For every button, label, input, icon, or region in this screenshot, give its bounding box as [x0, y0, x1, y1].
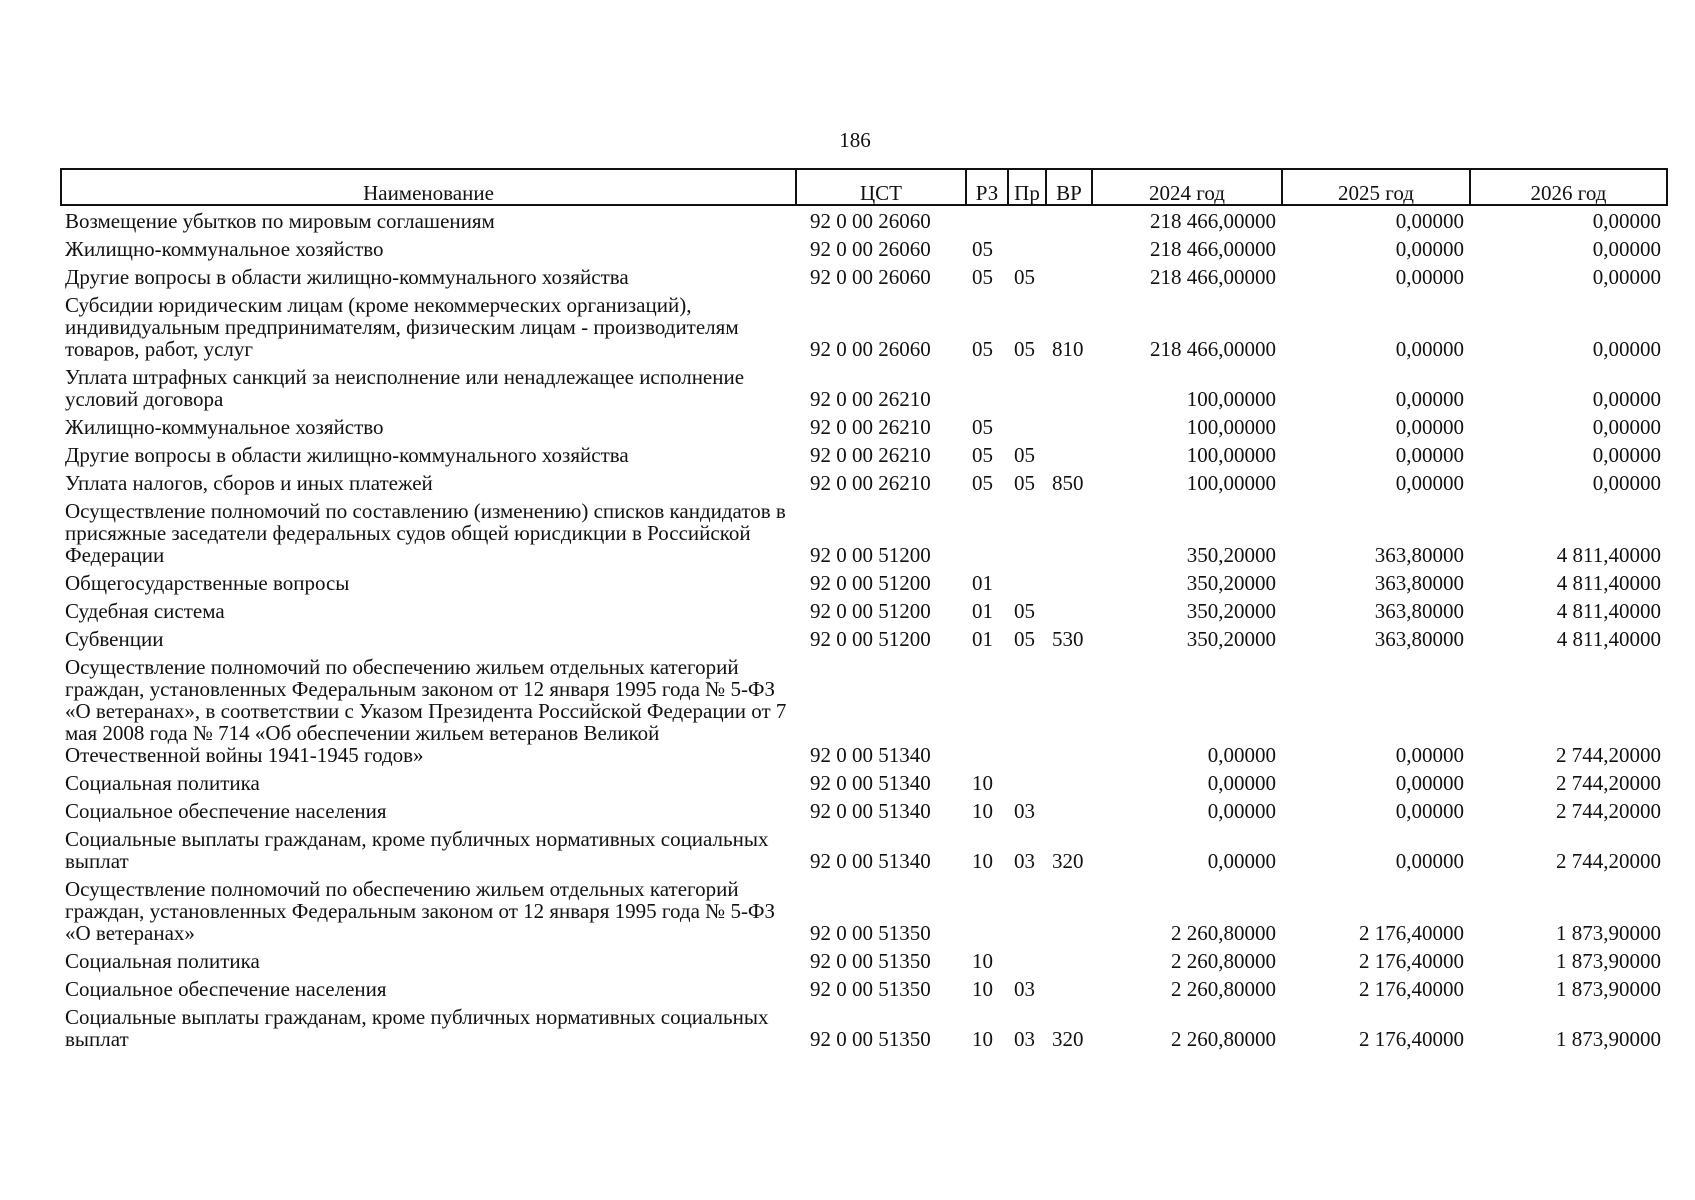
- header-rz: РЗ: [966, 169, 1008, 205]
- row-name: Жилищно-коммунальное хозяйство: [65, 237, 384, 261]
- row-amount-2025: 363,80000: [1374, 571, 1464, 595]
- row-amount-2024: 350,20000: [1186, 543, 1276, 567]
- row-amount-2025: 0,00000: [1395, 771, 1464, 795]
- row-amount-2025: 2 176,40000: [1359, 921, 1464, 945]
- row-rz-code: 01: [972, 627, 993, 651]
- row-cst-code: 92 0 00 51200: [810, 543, 931, 567]
- row-rz-code: 10: [972, 849, 993, 873]
- row-amount-2024: 218 466,00000: [1150, 237, 1276, 261]
- row-pr-code: 05: [1014, 599, 1035, 623]
- row-amount-2024: 218 466,00000: [1150, 209, 1276, 233]
- row-name: Социальная политика: [65, 949, 260, 973]
- row-amount-2024: 2 260,80000: [1171, 949, 1276, 973]
- row-vr-code: [1046, 596, 1092, 624]
- row-pr-code: [1008, 946, 1046, 974]
- table-row: [61, 824, 1667, 874]
- row-amount-2025: 0,00000: [1395, 471, 1464, 495]
- header-vr: ВР: [1046, 169, 1092, 205]
- row-rz-code: [966, 652, 1008, 768]
- row-amount-2024: 0,00000: [1207, 799, 1276, 823]
- row-vr-code: 810: [1052, 337, 1084, 361]
- row-amount-2024: 0,00000: [1207, 849, 1276, 873]
- row-amount-2024: 100,00000: [1186, 415, 1276, 439]
- table-row: [61, 290, 1667, 362]
- table-row: [61, 946, 1667, 974]
- row-amount-2024: 218 466,00000: [1150, 265, 1276, 289]
- row-amount-2025: 2 176,40000: [1359, 949, 1464, 973]
- header-pr: Пр: [1008, 169, 1046, 205]
- table-row: [61, 440, 1667, 468]
- row-cst-code: 92 0 00 51200: [810, 571, 931, 595]
- row-name: Осуществление полномочий по составлению (изменению) списков кандидатов в присяжные заседатели федеральных судов общей юрисдикции в Российской Федерации: [65, 499, 786, 567]
- row-vr-code: [1046, 412, 1092, 440]
- row-vr-code: [1046, 205, 1092, 234]
- row-name: Возмещение убытков по мировым соглашениям: [65, 209, 495, 233]
- row-amount-2026: 4 811,40000: [1556, 571, 1661, 595]
- row-amount-2024: 2 260,80000: [1171, 1027, 1276, 1051]
- row-cst-code: 92 0 00 26210: [810, 387, 931, 411]
- row-name: Субсидии юридическим лицам (кроме некоммерческих организаций), индивидуальным предпринимателям, физическим лицам - производителям товаров, работ, услуг: [65, 293, 739, 361]
- row-pr-code: [1008, 234, 1046, 262]
- row-name: Социальная политика: [65, 771, 260, 795]
- row-name: Социальные выплаты гражданам, кроме публичных нормативных социальных выплат: [65, 1005, 769, 1051]
- row-amount-2026: 1 873,90000: [1556, 949, 1661, 973]
- header-name: Наименование: [61, 169, 796, 205]
- table-row: [61, 974, 1667, 1002]
- row-amount-2026: 0,00000: [1592, 387, 1661, 411]
- row-amount-2024: 2 260,80000: [1171, 977, 1276, 1001]
- row-amount-2026: 0,00000: [1592, 471, 1661, 495]
- row-amount-2024: 2 260,80000: [1171, 921, 1276, 945]
- row-cst-code: 92 0 00 51350: [810, 977, 931, 1001]
- row-vr-code: [1046, 262, 1092, 290]
- row-amount-2025: 0,00000: [1395, 849, 1464, 873]
- row-rz-code: 05: [972, 443, 993, 467]
- row-amount-2025: 363,80000: [1374, 627, 1464, 651]
- row-amount-2025: 0,00000: [1395, 387, 1464, 411]
- row-rz-code: 10: [972, 949, 993, 973]
- row-amount-2025: 0,00000: [1395, 443, 1464, 467]
- row-pr-code: 05: [1014, 337, 1035, 361]
- row-name: Судебная система: [65, 599, 225, 623]
- row-amount-2026: 1 873,90000: [1556, 977, 1661, 1001]
- row-amount-2025: 0,00000: [1395, 799, 1464, 823]
- row-amount-2024: 0,00000: [1207, 771, 1276, 795]
- row-amount-2025: 0,00000: [1395, 265, 1464, 289]
- row-amount-2025: 0,00000: [1395, 337, 1464, 361]
- header-cst: ЦСТ: [796, 169, 966, 205]
- row-rz-code: 05: [972, 265, 993, 289]
- row-vr-code: [1046, 362, 1092, 412]
- header-2026: 2026 год: [1470, 169, 1667, 205]
- row-amount-2025: 2 176,40000: [1359, 977, 1464, 1001]
- row-pr-code: 03: [1014, 977, 1035, 1001]
- table-row: [61, 652, 1667, 768]
- table-row: [61, 624, 1667, 652]
- row-name: Общегосударственные вопросы: [65, 571, 350, 595]
- row-amount-2024: 0,00000: [1207, 743, 1276, 767]
- row-amount-2025: 363,80000: [1374, 599, 1464, 623]
- row-pr-code: [1008, 652, 1046, 768]
- row-cst-code: 92 0 00 51350: [810, 921, 931, 945]
- row-name: Осуществление полномочий по обеспечению жильем отдельных категорий граждан, установленных Федеральным законом от 12 января 1995 года № 5-ФЗ «О ветеранах»: [65, 877, 776, 945]
- table-row: [61, 468, 1667, 496]
- row-cst-code: 92 0 00 26060: [810, 237, 931, 261]
- row-name: Социальное обеспечение населения: [65, 977, 387, 1001]
- row-cst-code: 92 0 00 51350: [810, 1027, 931, 1051]
- row-amount-2026: 2 744,20000: [1556, 771, 1661, 795]
- row-amount-2026: 1 873,90000: [1556, 1027, 1661, 1051]
- row-rz-code: 10: [972, 799, 993, 823]
- row-rz-code: [966, 362, 1008, 412]
- row-rz-code: 01: [972, 599, 993, 623]
- row-pr-code: 03: [1014, 1027, 1035, 1051]
- row-name: Социальные выплаты гражданам, кроме публичных нормативных социальных выплат: [65, 827, 769, 873]
- row-amount-2025: 0,00000: [1395, 237, 1464, 261]
- row-name: Уплата налогов, сборов и иных платежей: [65, 471, 433, 495]
- row-cst-code: 92 0 00 51200: [810, 599, 931, 623]
- row-vr-code: [1046, 496, 1092, 568]
- row-vr-code: [1046, 568, 1092, 596]
- row-cst-code: 92 0 00 51350: [810, 949, 931, 973]
- row-cst-code: 92 0 00 51340: [810, 771, 931, 795]
- budget-table: [60, 168, 1668, 1052]
- row-pr-code: [1008, 412, 1046, 440]
- table-row: [61, 568, 1667, 596]
- row-amount-2025: 0,00000: [1395, 209, 1464, 233]
- row-name: Субвенции: [65, 627, 164, 651]
- row-cst-code: 92 0 00 26210: [810, 443, 931, 467]
- row-amount-2025: 0,00000: [1395, 415, 1464, 439]
- row-cst-code: 92 0 00 51340: [810, 799, 931, 823]
- row-vr-code: [1046, 796, 1092, 824]
- row-amount-2026: 0,00000: [1592, 443, 1661, 467]
- table-body: [61, 205, 1667, 1052]
- row-vr-code: [1046, 652, 1092, 768]
- table-row: [61, 234, 1667, 262]
- table-row: [61, 796, 1667, 824]
- row-pr-code: 05: [1014, 471, 1035, 495]
- row-pr-code: [1008, 874, 1046, 946]
- row-amount-2026: 4 811,40000: [1556, 543, 1661, 567]
- row-vr-code: [1046, 946, 1092, 974]
- row-amount-2024: 100,00000: [1186, 443, 1276, 467]
- row-vr-code: [1046, 440, 1092, 468]
- row-rz-code: 10: [972, 1027, 993, 1051]
- row-cst-code: 92 0 00 51340: [810, 743, 931, 767]
- row-pr-code: [1008, 205, 1046, 234]
- row-amount-2026: 0,00000: [1592, 209, 1661, 233]
- table-row: [61, 596, 1667, 624]
- row-amount-2026: 1 873,90000: [1556, 921, 1661, 945]
- row-rz-code: 10: [972, 977, 993, 1001]
- row-pr-code: [1008, 568, 1046, 596]
- header-2024: 2024 год: [1092, 169, 1282, 205]
- row-vr-code: 320: [1052, 849, 1084, 873]
- row-amount-2026: 0,00000: [1592, 415, 1661, 439]
- row-amount-2026: 4 811,40000: [1556, 599, 1661, 623]
- row-cst-code: 92 0 00 26060: [810, 337, 931, 361]
- row-rz-code: [966, 874, 1008, 946]
- page-number: 186: [839, 128, 871, 152]
- row-pr-code: 03: [1014, 849, 1035, 873]
- header-2025: 2025 год: [1282, 169, 1470, 205]
- row-amount-2024: 350,20000: [1186, 627, 1276, 651]
- row-vr-code: 320: [1052, 1027, 1084, 1051]
- row-amount-2024: 100,00000: [1186, 471, 1276, 495]
- row-amount-2025: 2 176,40000: [1359, 1027, 1464, 1051]
- row-name: Осуществление полномочий по обеспечению жильем отдельных категорий граждан, установленных Федеральным законом от 12 января 1995 года № 5-ФЗ «О ветеранах», в соответствии с Указом Президента Российской Федерации от 7 мая 2008 года № 714 «Об обеспечении жильем ветеранов Великой Отечественной войны 1941-1945 годов»: [65, 655, 787, 767]
- table-header: [61, 169, 1667, 205]
- row-vr-code: [1046, 234, 1092, 262]
- row-name: Другие вопросы в области жилищно-коммунального хозяйства: [65, 265, 629, 289]
- row-rz-code: 05: [972, 237, 993, 261]
- row-pr-code: [1008, 496, 1046, 568]
- row-pr-code: 05: [1014, 265, 1035, 289]
- row-amount-2026: 0,00000: [1592, 237, 1661, 261]
- row-amount-2026: 0,00000: [1592, 265, 1661, 289]
- row-rz-code: 05: [972, 415, 993, 439]
- row-pr-code: 05: [1014, 443, 1035, 467]
- row-name: Жилищно-коммунальное хозяйство: [65, 415, 384, 439]
- table-row: [61, 412, 1667, 440]
- row-rz-code: [966, 205, 1008, 234]
- row-amount-2026: 2 744,20000: [1556, 799, 1661, 823]
- row-rz-code: 10: [972, 771, 993, 795]
- row-amount-2026: 0,00000: [1592, 337, 1661, 361]
- row-pr-code: 03: [1014, 799, 1035, 823]
- row-pr-code: 05: [1014, 627, 1035, 651]
- row-vr-code: [1046, 974, 1092, 1002]
- row-vr-code: 530: [1052, 627, 1084, 651]
- row-amount-2026: 2 744,20000: [1556, 743, 1661, 767]
- row-pr-code: [1008, 768, 1046, 796]
- table-row: [61, 1002, 1667, 1052]
- row-cst-code: 92 0 00 51200: [810, 627, 931, 651]
- row-rz-code: 05: [972, 471, 993, 495]
- table-row: [61, 362, 1667, 412]
- row-vr-code: [1046, 874, 1092, 946]
- row-cst-code: 92 0 00 26210: [810, 471, 931, 495]
- table-row: [61, 768, 1667, 796]
- row-amount-2024: 350,20000: [1186, 599, 1276, 623]
- row-amount-2026: 2 744,20000: [1556, 849, 1661, 873]
- row-amount-2024: 350,20000: [1186, 571, 1276, 595]
- row-cst-code: 92 0 00 26060: [810, 265, 931, 289]
- row-name: Уплата штрафных санкций за неисполнение или ненадлежащее исполнение условий договора: [65, 365, 745, 411]
- row-amount-2026: 4 811,40000: [1556, 627, 1661, 651]
- table-row: [61, 205, 1667, 234]
- row-vr-code: 850: [1052, 471, 1084, 495]
- table-row: [61, 874, 1667, 946]
- row-amount-2025: 0,00000: [1395, 743, 1464, 767]
- row-rz-code: [966, 496, 1008, 568]
- row-name: Социальное обеспечение населения: [65, 799, 387, 823]
- row-cst-code: 92 0 00 51340: [810, 849, 931, 873]
- row-amount-2024: 100,00000: [1186, 387, 1276, 411]
- row-rz-code: 05: [972, 337, 993, 361]
- table-row: [61, 262, 1667, 290]
- row-vr-code: [1046, 768, 1092, 796]
- table-row: [61, 496, 1667, 568]
- row-pr-code: [1008, 362, 1046, 412]
- row-cst-code: 92 0 00 26210: [810, 415, 931, 439]
- row-amount-2024: 218 466,00000: [1150, 337, 1276, 361]
- row-name: Другие вопросы в области жилищно-коммунального хозяйства: [65, 443, 629, 467]
- row-amount-2025: 363,80000: [1374, 543, 1464, 567]
- row-rz-code: 01: [972, 571, 993, 595]
- row-cst-code: 92 0 00 26060: [810, 209, 931, 233]
